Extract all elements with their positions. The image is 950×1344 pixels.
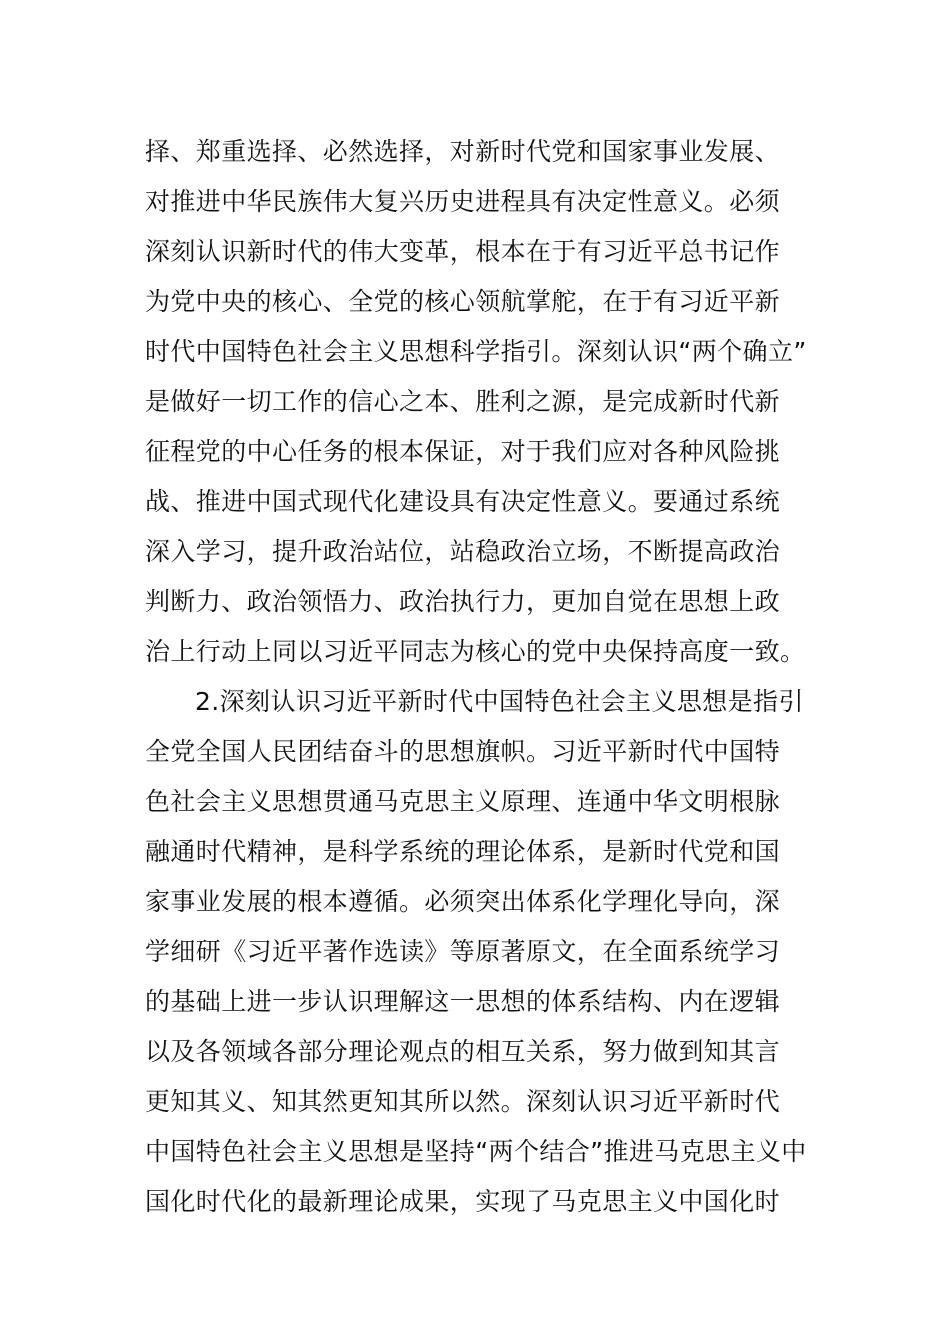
text-line: 判断力、政治领悟力、政治执行力，更加自觉在思想上政 xyxy=(145,587,781,616)
text-line: 全党全国人民团结奋斗的思想旗帜。习近平新时代中国特 xyxy=(145,737,781,766)
text-line: 更知其义、知其然更知其所以然。深刻认识习近平新时代 xyxy=(145,1087,781,1116)
text-line: 以及各领域各部分理论观点的相互关系，努力做到知其言 xyxy=(145,1037,781,1066)
text-line: 时代中国特色社会主义思想科学指引。深刻认识“两个确立” xyxy=(145,337,807,366)
text-line: 对推进中华民族伟大复兴历史进程具有决定性意义。必须 xyxy=(145,187,781,216)
text-line: 融通时代精神，是科学系统的理论体系，是新时代党和国 xyxy=(145,837,781,866)
text-line: 为党中央的核心、全党的核心领航掌舵，在于有习近平新 xyxy=(145,287,781,316)
text-line: 学细研《习近平著作选读》等原著原文，在全面系统学习 xyxy=(145,937,781,966)
text-line: 治上行动上同以习近平同志为核心的党中央保持高度一致。 xyxy=(145,637,806,666)
body-text xyxy=(145,127,810,1227)
text-line: 是做好一切工作的信心之本、胜利之源，是完成新时代新 xyxy=(145,387,781,416)
text-line: 深刻认识新时代的伟大变革，根本在于有习近平总书记作 xyxy=(145,237,781,266)
text-line: 家事业发展的根本遵循。必须突出体系化学理化导向，深 xyxy=(145,887,781,916)
text-line: 征程党的中心任务的根本保证，对于我们应对各种风险挑 xyxy=(145,437,781,466)
text-line: 择、郑重选择、必然选择，对新时代党和国家事业发展、 xyxy=(145,137,781,166)
text-line: 中国特色社会主义思想是坚持“两个结合”推进马克思主义中 xyxy=(145,1137,807,1166)
text-line: 国化时代化的最新理论成果，实现了马克思主义中国化时 xyxy=(145,1187,781,1216)
paragraph-start-line: 2.深刻认识习近平新时代中国特色社会主义思想是指引 xyxy=(195,687,804,716)
text-line: 色社会主义思想贯通马克思主义原理、连通中华文明根脉 xyxy=(145,787,781,816)
text-line: 深入学习，提升政治站位，站稳政治立场，不断提高政治 xyxy=(145,537,781,566)
text-line: 战、推进中国式现代化建设具有决定性意义。要通过系统 xyxy=(145,487,781,516)
text-line: 的基础上进一步认识理解这一思想的体系结构、内在逻辑 xyxy=(145,987,781,1016)
